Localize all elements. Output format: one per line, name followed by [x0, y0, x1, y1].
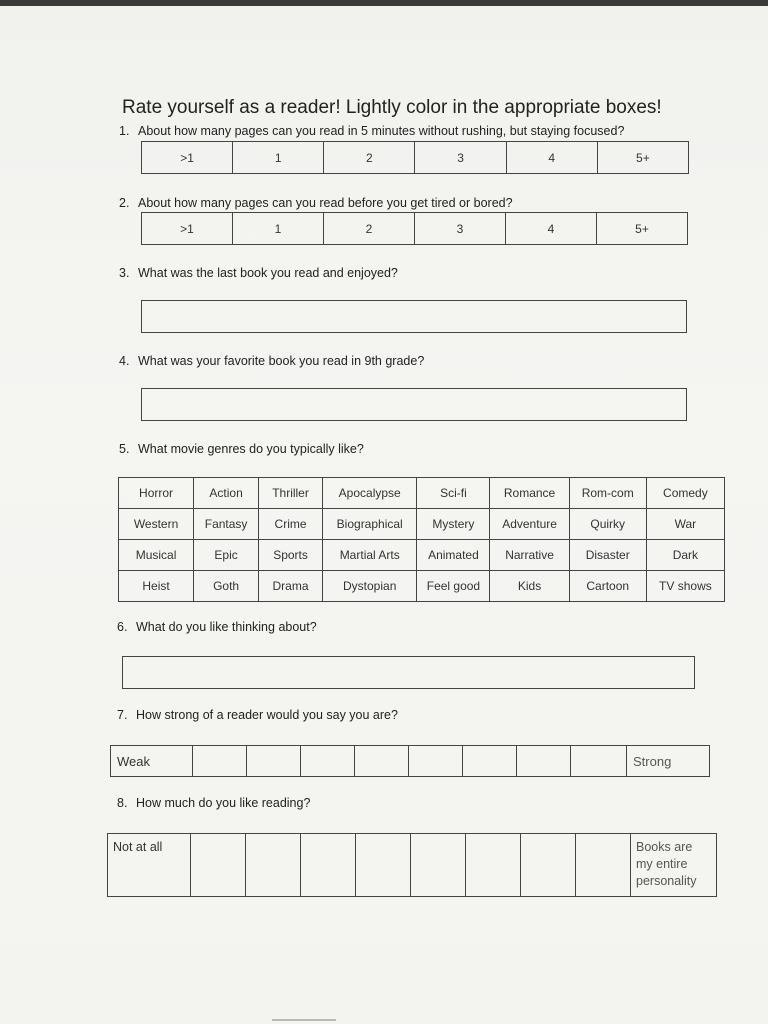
genre-cell[interactable]: Apocalypse	[323, 478, 417, 509]
question-text: What was your favorite book you read in 9th grade?	[138, 354, 425, 368]
option-cell[interactable]: >1	[142, 213, 233, 245]
genre-cell[interactable]: Sci-fi	[417, 478, 490, 509]
genre-cell[interactable]: Romance	[490, 478, 569, 509]
scale-low-label: Not at all	[108, 834, 191, 897]
option-cell[interactable]: 4	[506, 213, 597, 245]
option-cell[interactable]: >1	[142, 142, 233, 174]
genre-cell[interactable]: Adventure	[490, 509, 569, 540]
scale-box[interactable]	[517, 746, 571, 777]
question-number: 4.	[119, 354, 130, 368]
scale-box[interactable]	[355, 746, 409, 777]
genre-cell[interactable]: Crime	[259, 509, 323, 540]
movie-genres-grid	[118, 477, 725, 602]
question-4	[119, 354, 424, 368]
genre-cell[interactable]: Drama	[259, 571, 323, 602]
scale-box[interactable]	[409, 746, 463, 777]
scale-box[interactable]	[463, 746, 517, 777]
genre-cell[interactable]: Narrative	[490, 540, 569, 571]
question-text: About how many pages can you read in 5 minutes without rushing, but staying focused?	[138, 124, 625, 138]
scale-high-label: Books are my entire personality	[631, 834, 717, 897]
genre-cell[interactable]: Kids	[490, 571, 569, 602]
genre-cell[interactable]: Animated	[417, 540, 490, 571]
genre-cell[interactable]: Horror	[119, 478, 194, 509]
genre-cell[interactable]: Sports	[259, 540, 323, 571]
option-cell[interactable]: 2	[324, 213, 415, 245]
scale-box[interactable]	[411, 834, 466, 897]
option-cell[interactable]: 1	[233, 142, 324, 174]
reading-enjoyment-scale	[107, 833, 717, 897]
genre-cell[interactable]: Biographical	[323, 509, 417, 540]
pages-5min-options	[141, 141, 689, 174]
genre-cell[interactable]: Epic	[194, 540, 259, 571]
question-text: How much do you like reading?	[136, 796, 311, 810]
reader-strength-scale	[110, 745, 710, 777]
question-3	[119, 266, 398, 280]
genre-cell[interactable]: Quirky	[569, 509, 646, 540]
question-number: 7.	[117, 708, 128, 722]
genre-cell[interactable]: Comedy	[646, 478, 724, 509]
scale-box[interactable]	[356, 834, 411, 897]
genre-cell[interactable]: Mystery	[417, 509, 490, 540]
genre-cell[interactable]: Cartoon	[569, 571, 646, 602]
scale-box[interactable]	[191, 834, 246, 897]
page-bottom-mark	[272, 1019, 336, 1021]
genre-cell[interactable]: Dark	[646, 540, 724, 571]
option-cell[interactable]: 3	[415, 213, 506, 245]
scale-high-label: Strong	[627, 746, 710, 777]
worksheet-title: Rate yourself as a reader! Lightly color in the appropriate boxes!	[122, 97, 662, 118]
scale-box[interactable]	[301, 834, 356, 897]
scale-box[interactable]	[521, 834, 576, 897]
genre-cell[interactable]: Martial Arts	[323, 540, 417, 571]
genre-cell[interactable]: Fantasy	[194, 509, 259, 540]
genre-cell[interactable]: Action	[194, 478, 259, 509]
question-text: About how many pages can you read before you get tired or bored?	[138, 196, 513, 210]
genre-cell[interactable]: Feel good	[417, 571, 490, 602]
question-number: 2.	[119, 196, 130, 210]
question-text: How strong of a reader would you say you are?	[136, 708, 398, 722]
scale-box[interactable]	[246, 834, 301, 897]
genre-cell[interactable]: Musical	[119, 540, 194, 571]
option-cell[interactable]: 4	[506, 142, 597, 174]
option-cell[interactable]: 5+	[597, 142, 688, 174]
scale-box[interactable]	[576, 834, 631, 897]
scale-box[interactable]	[193, 746, 247, 777]
question-7	[117, 708, 398, 722]
question-5	[119, 442, 364, 456]
genre-cell[interactable]: Goth	[194, 571, 259, 602]
question-number: 8.	[117, 796, 128, 810]
question-text: What was the last book you read and enjoyed?	[138, 266, 398, 280]
genre-cell[interactable]: Western	[119, 509, 194, 540]
option-cell[interactable]: 2	[324, 142, 415, 174]
favorite-book-answer-box[interactable]	[141, 388, 687, 421]
thinking-about-answer-box[interactable]	[122, 656, 695, 689]
genre-cell[interactable]: Rom-com	[569, 478, 646, 509]
question-1	[119, 124, 624, 138]
question-number: 6.	[117, 620, 128, 634]
genre-cell[interactable]: War	[646, 509, 724, 540]
scale-box[interactable]	[466, 834, 521, 897]
question-number: 3.	[119, 266, 130, 280]
question-number: 1.	[119, 124, 130, 138]
question-8	[117, 796, 310, 810]
question-text: What do you like thinking about?	[136, 620, 317, 634]
scale-box[interactable]	[571, 746, 627, 777]
last-book-answer-box[interactable]	[141, 300, 687, 333]
genre-cell[interactable]: Heist	[119, 571, 194, 602]
question-number: 5.	[119, 442, 130, 456]
genre-cell[interactable]: Thriller	[259, 478, 323, 509]
pages-before-tired-options	[141, 212, 688, 245]
option-cell[interactable]: 3	[415, 142, 506, 174]
question-6	[117, 620, 317, 634]
scale-box[interactable]	[301, 746, 355, 777]
genre-cell[interactable]: TV shows	[646, 571, 724, 602]
scale-low-label: Weak	[111, 746, 193, 777]
genre-cell[interactable]: Dystopian	[323, 571, 417, 602]
option-cell[interactable]: 5+	[597, 213, 688, 245]
genre-cell[interactable]: Disaster	[569, 540, 646, 571]
question-text: What movie genres do you typically like?	[138, 442, 364, 456]
scale-box[interactable]	[247, 746, 301, 777]
question-2	[119, 196, 513, 210]
option-cell[interactable]: 1	[233, 213, 324, 245]
